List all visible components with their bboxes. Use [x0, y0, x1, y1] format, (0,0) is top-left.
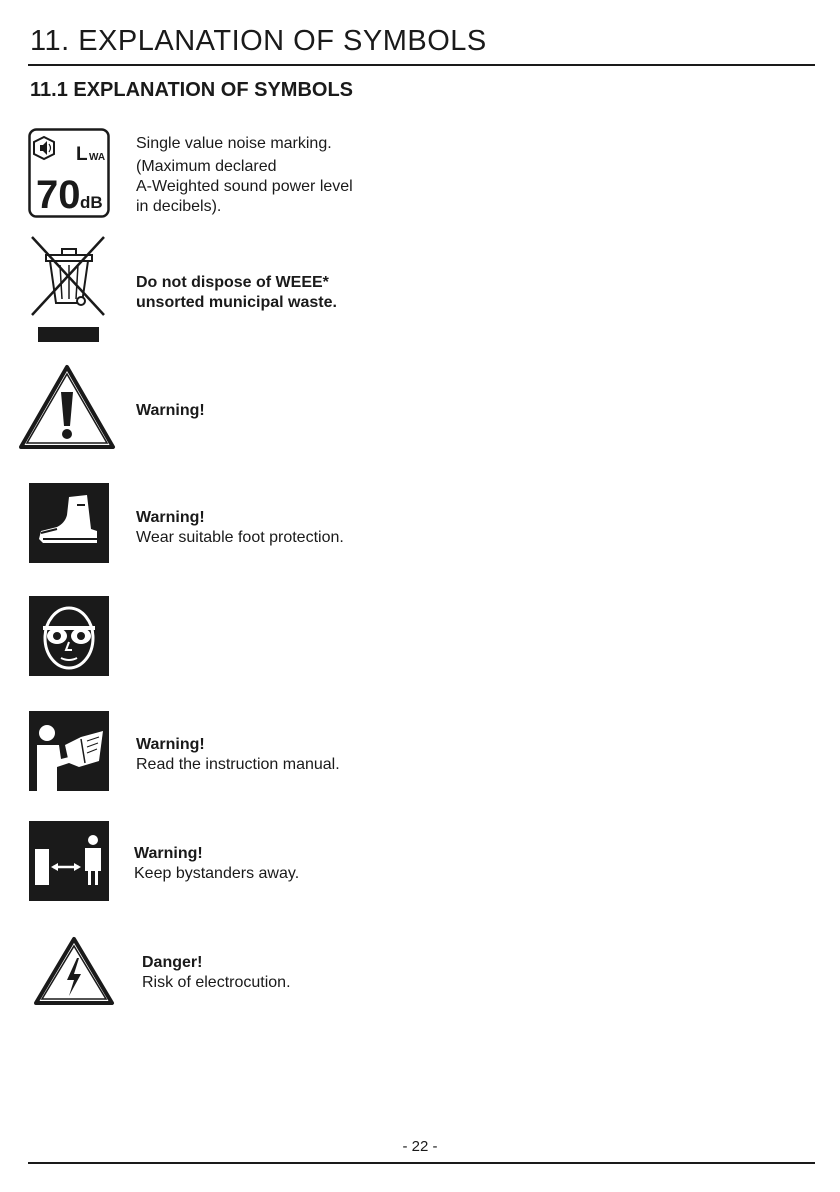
text-line: Keep bystanders away. [134, 865, 300, 882]
text-line: in decibels). [136, 198, 222, 215]
warning-text [136, 401, 205, 421]
noise-value: 70 [36, 173, 81, 217]
eye-protection-icon [29, 596, 109, 676]
text-bold: Warning! [136, 402, 205, 419]
foot-protection-icon [29, 483, 109, 563]
text-bold: Warning! [134, 845, 203, 862]
title-rule [28, 64, 815, 66]
text-bold: Warning! [136, 509, 205, 526]
lwa-label: L [76, 144, 88, 165]
lwa-subscript: WA [89, 152, 106, 163]
text-line: Single value noise marking. [136, 135, 332, 152]
bystanders-text [134, 844, 299, 884]
noise-level-icon [28, 128, 110, 218]
page-title: 11. EXPLANATION OF SYMBOLS [30, 25, 487, 57]
electrocution-hazard-icon [33, 936, 115, 1006]
keep-bystanders-away-icon [29, 821, 109, 901]
electrocution-text [142, 953, 291, 993]
section-title: 11.1 EXPLANATION OF SYMBOLS [30, 79, 354, 101]
text-bold: Do not dispose of WEEE* [136, 274, 329, 291]
warning-triangle-icon [18, 364, 116, 450]
noise-unit: dB [80, 193, 103, 212]
text-line: A-Weighted sound power level [136, 178, 353, 195]
read-manual-text [136, 735, 340, 775]
foot-protection-text [136, 508, 344, 548]
text-line: Wear suitable foot protection. [136, 529, 344, 546]
footer-rule [28, 1162, 815, 1164]
text-bold: Danger! [142, 954, 203, 971]
read-manual-icon [29, 711, 109, 791]
text-line: (Maximum declared [136, 158, 277, 175]
text-bold: unsorted municipal waste. [136, 294, 337, 311]
noise-marking-text [136, 134, 353, 217]
text-line: Risk of electrocution. [142, 974, 291, 991]
weee-text [136, 273, 337, 313]
text-bold: Warning! [136, 736, 205, 753]
page-number: - 22 - [402, 1138, 438, 1155]
weee-crossed-bin-icon [26, 235, 110, 345]
text-line: Read the instruction manual. [136, 756, 340, 773]
